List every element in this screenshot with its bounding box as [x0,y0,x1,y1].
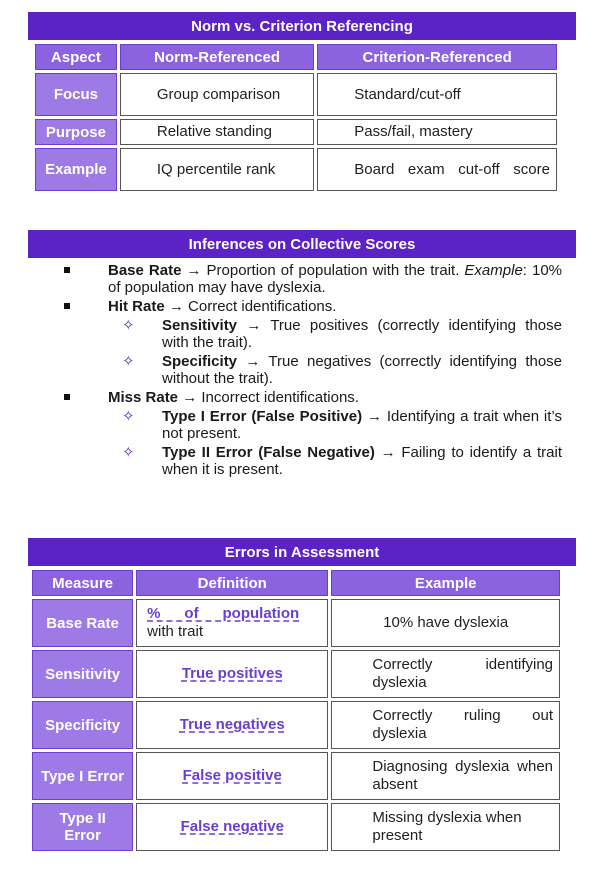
inferences-list [60,262,562,480]
table-row [32,803,560,851]
term-type-2-error: Type II Error (False Negative) [162,444,375,461]
table-row [35,148,557,191]
miss-rate-text: Incorrect identifications. [201,389,359,406]
table-cell: Standard/cut-off [317,73,557,116]
col-header-criterion: Criterion-Referenced [317,44,557,70]
list-item-sensitivity [60,317,562,351]
four-point-star-icon: ✧ [122,408,135,425]
table-cell [136,803,328,851]
table-cell [136,650,328,698]
table-cell: Board exam cut-off score [317,148,557,191]
four-point-star-icon: ✧ [122,444,135,461]
row-label: Focus [35,73,117,116]
row-label: Type II Error [32,803,133,851]
table-cell [331,650,560,698]
errors-title: Errors in Assessment [28,538,576,566]
arrow-icon: → [182,389,198,406]
arrow-icon: → [168,298,184,315]
four-point-star-icon: ✧ [122,317,135,334]
row-label: Type I Error [32,752,133,800]
table-cell: Missing dyslexia when present [331,803,560,851]
col-header-norm: Norm-Referenced [120,44,314,70]
type-1-error-text: Identifying a trait when it’s not present. [162,408,562,442]
col-header-definition: Definition [136,570,328,596]
norm-criterion-table [32,41,560,194]
arrow-icon: → [366,408,382,425]
table-cell: 10% have dyslexia [331,599,560,647]
table-cell: Group comparison [120,73,314,116]
term-base-rate: Base Rate [108,262,182,279]
row-label: Base Rate [32,599,133,647]
definition-link[interactable]: True negatives [179,716,285,733]
list-item-type-2-error [60,444,562,478]
arrow-icon: → [245,353,261,370]
arrow-icon: → [380,444,396,461]
table-row [35,119,557,145]
term-hit-rate: Hit Rate [108,298,165,315]
hit-rate-text: Correct identifications. [188,298,337,315]
arrow-icon: → [246,317,262,334]
table-cell [136,701,328,749]
example-text: Diagnosing dyslexia when absent [372,758,553,793]
definition-link[interactable]: False positive [182,767,282,784]
table-row [32,752,560,800]
row-label: Purpose [35,119,117,145]
table-cell: Relative standing [120,119,314,145]
table-cell: Pass/fail, mastery [317,119,557,145]
col-header-aspect: Aspect [35,44,117,70]
base-rate-text: Proportion of population with the trait. [206,262,460,279]
definition-link[interactable]: True positives [181,665,283,682]
errors-table [29,567,563,854]
list-item-miss-rate [60,389,562,406]
term-miss-rate: Miss Rate [108,389,179,406]
table-row [32,701,560,749]
table-row [32,650,560,698]
example-text: Correctly identifying dyslexia [372,656,553,691]
table-header-row [35,44,557,70]
term-type-1-error: Type I Error (False Positive) [162,408,363,425]
list-item-type-1-error [60,408,562,442]
table-cell: IQ percentile rank [120,148,314,191]
type-2-error-text: Failing to identify a trait when it is present. [162,444,562,478]
col-header-measure: Measure [32,570,133,596]
col-header-example: Example [331,570,560,596]
table-cell [331,701,560,749]
list-item-specificity [60,353,562,387]
row-label: Sensitivity [32,650,133,698]
arrow-icon: → [186,262,202,279]
example-text: Correctly ruling out dyslexia [372,707,553,742]
square-bullet-icon [64,267,70,273]
square-bullet-icon [64,394,70,400]
table-row [35,73,557,116]
table-header-row [32,570,560,596]
row-label: Example [35,148,117,191]
table-cell [136,599,328,647]
list-item-base-rate [60,262,562,296]
inferences-title: Inferences on Collective Scores [28,230,576,258]
list-item-hit-rate [60,298,562,315]
term-specificity: Specificity [162,353,238,370]
term-sensitivity: Sensitivity [162,317,238,334]
table-cell [331,752,560,800]
sensitivity-text: True positives (correctly identifying those with the trait). [162,317,562,351]
row-label: Specificity [32,701,133,749]
table-row [32,599,560,647]
definition-rest: with trait [147,623,204,640]
definition-link[interactable]: False negative [180,818,284,835]
example-label: Example [464,262,523,279]
example-text: : 10% of population may have dyslexia. [108,262,563,296]
four-point-star-icon: ✧ [122,353,135,370]
norm-criterion-title: Norm vs. Criterion Referencing [28,12,576,40]
table-cell [136,752,328,800]
square-bullet-icon [64,303,70,309]
definition-link[interactable]: % of population [147,605,300,622]
specificity-text: True negatives (correctly identifying those without the trait). [162,353,563,387]
